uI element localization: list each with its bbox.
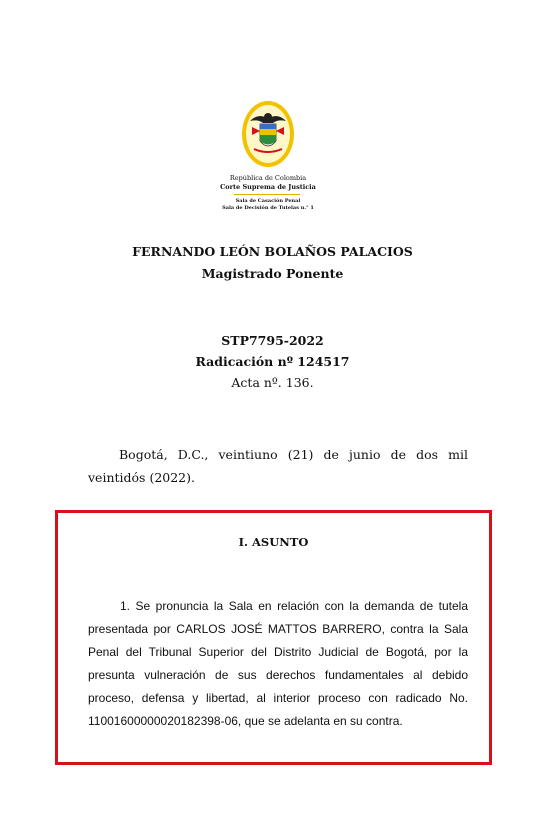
asunto-heading: I. ASUNTO <box>238 535 309 549</box>
case-number: STP7795-2022 <box>221 333 324 348</box>
radicacion-number: Radicación nº 124517 <box>195 354 350 369</box>
tutelas-chamber-name: Sala de Decisión de Tutelas n.° 1 <box>222 205 314 211</box>
asunto-paragraph: 1. Se pronuncia la Sala en relación con la demanda de tutela presentada por CARLOS JOSÉ MATTOS BARRERO, contra la Sala Penal del Tribunal Superior del Distrito Judicial de Bogotá, por la presunta vulneración de sus derechos fundamentales al debido proceso, defensa y libertad, al interior proceso con radicado No. 11001600000020182398-06, que se adelanta en su contra. <box>88 599 468 728</box>
date-paragraph: Bogotá, D.C., veintiuno (21) de junio de dos mil veintidós (2022). <box>88 447 468 485</box>
court-name: Corte Suprema de Justicia <box>220 183 316 191</box>
court-seal-emblem <box>240 97 296 169</box>
acta-number: Acta nº. 136. <box>231 375 314 390</box>
chamber-name: Sala de Casación Penal <box>235 198 301 204</box>
coat-of-arms-icon <box>240 97 296 169</box>
magistrate-role: Magistrado Ponente <box>201 266 344 281</box>
republic-label: República de Colombia <box>229 174 307 182</box>
crest-divider <box>234 194 300 195</box>
asunto-highlight-box <box>55 510 492 765</box>
magistrate-name: FERNANDO LEÓN BOLAÑOS PALACIOS <box>132 244 413 259</box>
